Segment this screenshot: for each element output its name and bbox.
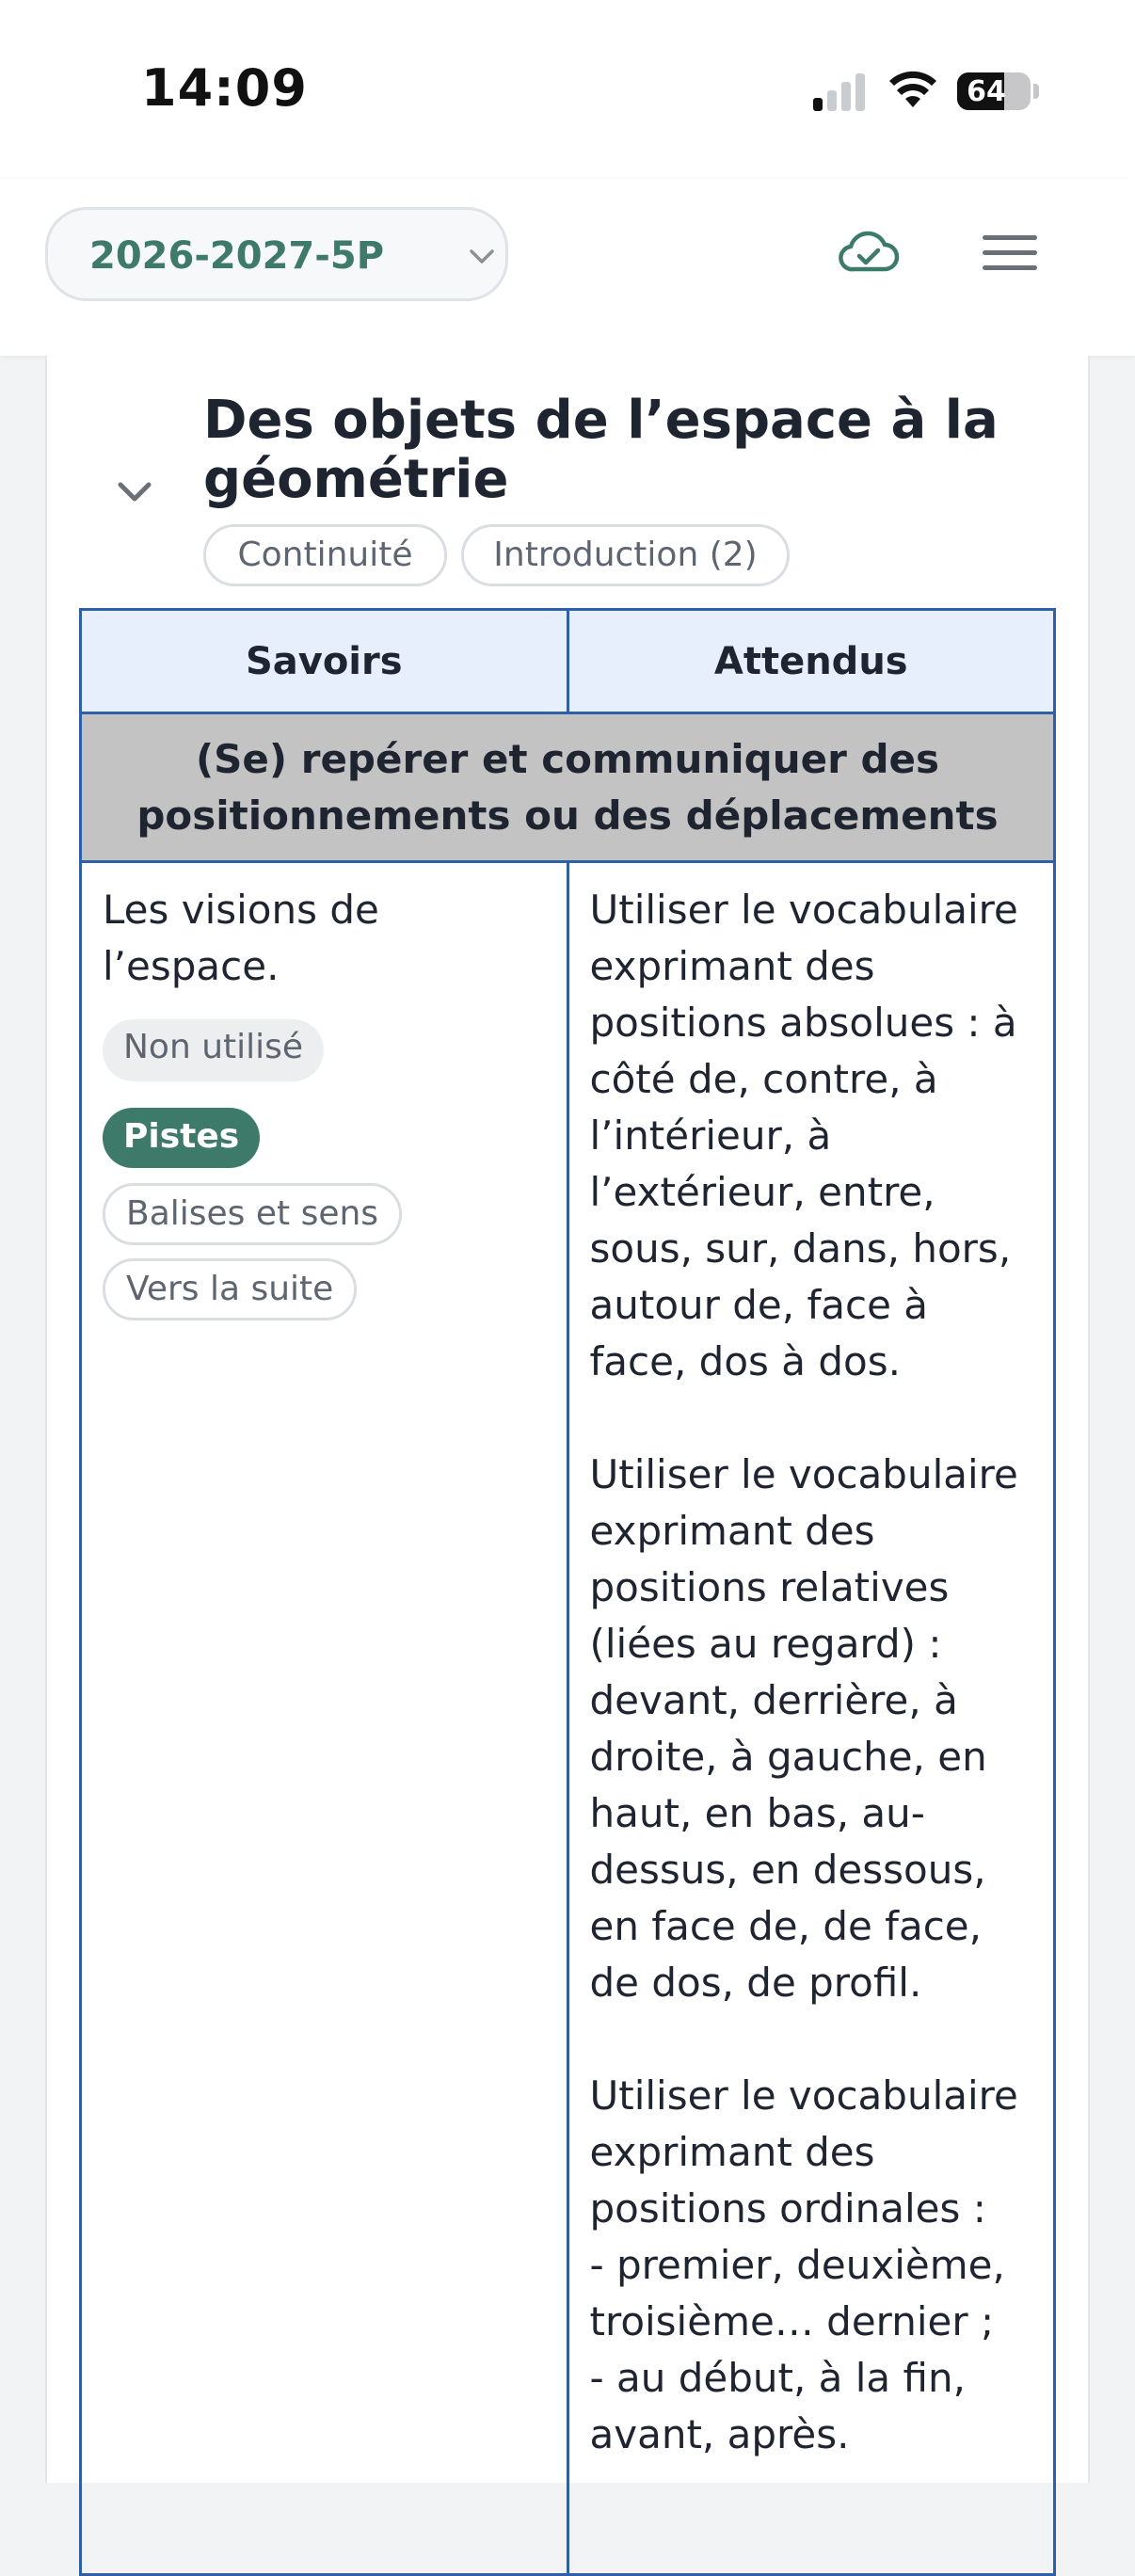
competency-table: [79, 608, 1056, 2576]
attendu-item: Utiliser le vocabulaire exprimant des positions relatives (liées au regard) : devant, derrière, à droite, à gauche, en haut, en bas, au-dessus, en dessous, en face de, de face, de dos, de profil.: [589, 1451, 1018, 2006]
status-time: 14:09: [141, 58, 308, 118]
section-title: Des objets de l’espace à la géométrie: [203, 390, 999, 510]
cellular-signal-icon: [813, 72, 870, 111]
table-row: [81, 862, 1055, 2575]
chevron-down-icon: [468, 248, 496, 266]
battery-icon: [957, 72, 1031, 110]
attendu-item: Utiliser le vocabulaire exprimant des positions absolues : à côté de, contre, à l’intérieur, à l’extérieur, entre, sous, sur, dans, hors, autour de, face à face, dos à dos.: [589, 887, 1018, 1384]
status-bar: [0, 0, 1135, 179]
savoir-cell: [81, 862, 568, 2575]
wifi-icon: [888, 66, 937, 109]
attendu-item: Utiliser le vocabulaire exprimant des positions ordinales : - premier, deuxième, troisième… dernier ; - au début, à la fin, avant, après.: [589, 2072, 1018, 2457]
year-selector-label: 2026-2027-5P: [89, 234, 385, 278]
attendus-cell: [568, 862, 1055, 2575]
collapse-chevron-icon[interactable]: [117, 480, 152, 504]
piste-balises-et-sens[interactable]: Balises et sens: [103, 1183, 402, 1245]
app-header: [0, 179, 1135, 356]
savoir-text: Les visions de l’espace.: [103, 887, 379, 989]
cloud-check-icon[interactable]: [838, 228, 900, 275]
column-header-attendus: Attendus: [568, 610, 1055, 713]
year-selector[interactable]: [45, 207, 508, 301]
tag-continuite[interactable]: Continuité: [203, 524, 447, 586]
group-heading: (Se) repérer et communiquer des positionnements ou des déplacements: [81, 713, 1055, 862]
hamburger-menu-icon[interactable]: [983, 233, 1037, 273]
tag-introduction[interactable]: Introduction (2): [461, 524, 790, 586]
pistes-button[interactable]: Pistes: [103, 1108, 260, 1168]
piste-vers-la-suite[interactable]: Vers la suite: [103, 1258, 357, 1320]
battery-level: 64: [967, 75, 1006, 108]
column-header-savoirs: Savoirs: [81, 610, 568, 713]
battery-nub: [1033, 84, 1039, 99]
usage-status-badge[interactable]: Non utilisé: [103, 1019, 324, 1081]
